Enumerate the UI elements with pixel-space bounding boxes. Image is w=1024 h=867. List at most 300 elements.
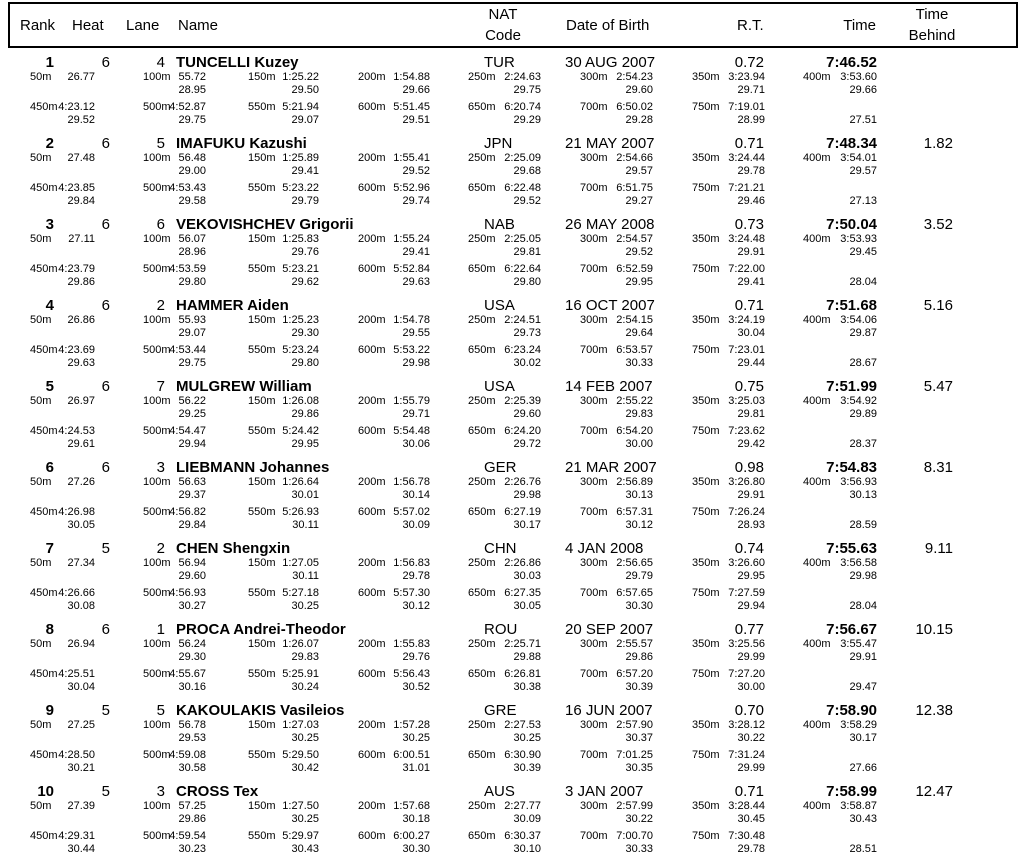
split-distance: 300m [580,557,608,569]
athlete-name: MULGREW William [176,378,312,395]
split-cumulative: 4:56.82 [169,506,206,518]
split-cumulative: 3:53.93 [840,233,877,245]
split-lap: 29.44 [737,357,765,369]
split-cumulative: 27.11 [68,233,95,245]
split-lap: 28.04 [849,276,877,288]
header-behind-line1: Time [915,6,949,23]
split-lap: 30.11 [292,519,319,531]
table-row [0,459,1024,540]
split-lap: 27.51 [849,114,877,126]
split-cumulative: 6:57.20 [616,668,653,680]
split-distance: 700m [580,668,608,680]
split-cumulative: 56.22 [178,395,206,407]
split-lap: 29.80 [291,357,319,369]
split-cumulative: 1:27.03 [282,719,319,731]
table-row [0,135,1024,216]
split-cumulative: 2:55.22 [616,395,653,407]
split-distance: 300m [580,719,608,731]
split-lap: 29.60 [625,84,653,96]
split-lap: 30.01 [291,489,319,501]
split-cumulative: 2:57.90 [616,719,653,731]
split-cumulative: 26.94 [67,638,95,650]
split-lap: 30.27 [178,600,206,612]
split-lap: 30.30 [625,600,653,612]
split-distance: 400m [803,395,831,407]
split-cumulative: 1:25.89 [282,152,319,164]
split-distance: 350m [692,719,720,731]
split-distance: 150m [248,314,276,326]
date-of-birth: 26 MAY 2008 [565,216,655,233]
split-lap: 30.00 [625,438,653,450]
split-cumulative: 56.07 [178,233,206,245]
split-cumulative: 2:25.05 [504,233,541,245]
split-lap: 30.35 [625,762,653,774]
split-cumulative: 6:22.64 [504,263,541,275]
split-lap: 29.58 [178,195,206,207]
split-distance: 150m [248,719,276,731]
split-distance: 550m [248,425,276,437]
split-lap: 28.37 [849,438,877,450]
split-distance: 400m [803,638,831,650]
split-distance: 600m [358,506,386,518]
split-cumulative: 2:54.15 [616,314,653,326]
split-cumulative: 3:25.03 [728,395,765,407]
split-lap: 29.57 [625,165,653,177]
split-distance: 600m [358,425,386,437]
split-distance: 150m [248,800,276,812]
split-lap: 29.52 [513,195,541,207]
split-distance: 200m [358,233,386,245]
split-cumulative: 7:22.00 [728,263,765,275]
split-distance: 600m [358,344,386,356]
rank-cell: 1 [45,54,54,71]
split-lap: 29.73 [513,327,541,339]
split-lap: 29.84 [67,195,95,207]
split-cumulative: 27.34 [67,557,95,569]
lane-cell: 5 [156,702,165,719]
split-distance: 550m [248,668,276,680]
split-lap: 29.78 [737,165,765,177]
split-distance: 50m [30,71,52,83]
reaction-time: 0.71 [734,135,764,152]
split-distance: 50m [30,638,52,650]
split-distance: 150m [248,638,276,650]
split-distance: 350m [692,314,720,326]
split-cumulative: 2:26.86 [504,557,541,569]
split-cumulative: 6:26.81 [504,668,541,680]
split-lap: 30.12 [402,600,430,612]
split-cumulative: 1:26.07 [282,638,319,650]
split-cumulative: 7:31.24 [728,749,765,761]
split-lap: 30.37 [625,732,653,744]
split-lap: 29.63 [402,276,430,288]
split-lap: 29.94 [178,438,206,450]
split-distance: 550m [248,344,276,356]
split-cumulative: 4:54.47 [169,425,206,437]
split-lap: 29.45 [849,246,877,258]
lane-cell: 4 [156,54,165,71]
date-of-birth: 21 MAY 2007 [565,135,655,152]
split-lap: 29.80 [513,276,541,288]
split-distance: 100m [143,314,171,326]
split-cumulative: 4:52.87 [169,101,206,113]
split-lap: 29.83 [291,651,319,663]
split-lap: 29.78 [402,570,430,582]
split-lap: 29.91 [737,246,765,258]
split-lap: 29.55 [402,327,430,339]
split-distance: 450m [30,182,58,194]
split-cumulative: 56.94 [178,557,206,569]
split-distance: 400m [803,314,831,326]
split-distance: 750m [692,263,720,275]
reaction-time: 0.98 [734,459,764,476]
athlete-name: LIEBMANN Johannes [176,459,330,476]
split-cumulative: 1:27.05 [282,557,319,569]
split-cumulative: 2:25.71 [504,638,541,650]
nat-code: GER [484,459,517,476]
split-cumulative: 1:26.64 [282,476,319,488]
nat-code: TUR [484,54,515,71]
athlete-name: HAMMER Aiden [176,297,289,314]
split-cumulative: 6:24.20 [504,425,541,437]
header-time: Time [843,17,876,34]
split-distance: 400m [803,476,831,488]
split-cumulative: 3:25.56 [728,638,765,650]
split-cumulative: 4:53.43 [169,182,206,194]
split-distance: 450m [30,344,58,356]
split-distance: 300m [580,800,608,812]
final-time: 7:51.68 [826,297,877,314]
lane-cell: 3 [156,459,165,476]
split-lap: 30.39 [513,762,541,774]
split-lap: 29.95 [737,570,765,582]
final-time: 7:46.52 [826,54,877,71]
split-cumulative: 5:29.97 [282,830,319,842]
split-lap: 29.37 [178,489,206,501]
split-cumulative: 4:53.59 [169,263,206,275]
split-lap: 30.42 [291,762,319,774]
split-lap: 29.66 [849,84,877,96]
split-distance: 350m [692,476,720,488]
split-distance: 500m [143,587,171,599]
split-lap: 29.86 [67,276,95,288]
header-nat-line2: Code [485,27,521,44]
split-lap: 30.13 [625,489,653,501]
split-lap: 29.51 [402,114,430,126]
split-cumulative: 1:57.68 [393,800,430,812]
split-distance: 450m [30,425,58,437]
date-of-birth: 30 AUG 2007 [565,54,656,71]
split-lap: 29.72 [513,438,541,450]
split-lap: 29.52 [402,165,430,177]
split-lap: 29.75 [513,84,541,96]
nat-code: USA [484,378,515,395]
split-distance: 100m [143,476,171,488]
split-distance: 750m [692,182,720,194]
header-dob: Date of Birth [566,17,650,34]
split-lap: 29.00 [178,165,206,177]
split-lap: 29.99 [737,762,765,774]
split-cumulative: 5:23.22 [282,182,319,194]
split-lap: 29.47 [849,681,877,693]
athlete-name: VEKOVISHCHEV Grigorii [176,216,354,233]
split-lap: 29.99 [737,651,765,663]
split-lap: 29.57 [849,165,877,177]
nat-code: GRE [484,702,517,719]
split-cumulative: 5:56.43 [393,668,430,680]
split-distance: 550m [248,101,276,113]
split-lap: 29.29 [513,114,541,126]
split-cumulative: 4:23.79 [58,263,95,275]
split-distance: 650m [468,263,496,275]
split-distance: 50m [30,233,52,245]
split-cumulative: 1:55.41 [393,152,430,164]
split-distance: 700m [580,749,608,761]
split-distance: 650m [468,425,496,437]
split-cumulative: 4:59.08 [169,749,206,761]
rank-cell: 4 [45,297,54,314]
split-lap: 30.21 [67,762,95,774]
split-distance: 550m [248,506,276,518]
split-distance: 600m [358,101,386,113]
split-cumulative: 3:28.44 [728,800,765,812]
split-cumulative: 55.72 [178,71,206,83]
split-cumulative: 1:25.23 [282,314,319,326]
lane-cell: 6 [156,216,165,233]
split-distance: 100m [143,395,171,407]
split-cumulative: 2:25.39 [504,395,541,407]
split-distance: 700m [580,587,608,599]
split-cumulative: 3:26.60 [728,557,765,569]
split-lap: 30.09 [513,813,541,825]
split-distance: 350m [692,800,720,812]
split-lap: 29.76 [402,651,430,663]
final-time: 7:58.99 [826,783,877,800]
split-lap: 29.27 [625,195,653,207]
split-lap: 30.22 [737,732,765,744]
split-cumulative: 2:56.65 [616,557,653,569]
split-cumulative: 5:57.30 [393,587,430,599]
split-lap: 29.07 [178,327,206,339]
time-behind: 12.47 [915,783,953,800]
time-behind: 5.16 [923,297,953,314]
split-distance: 600m [358,830,386,842]
split-cumulative: 3:58.29 [840,719,877,731]
split-lap: 29.86 [625,651,653,663]
split-lap: 29.74 [402,195,430,207]
split-distance: 600m [358,668,386,680]
split-distance: 50m [30,719,52,731]
split-distance: 700m [580,263,608,275]
table-row [0,702,1024,783]
split-lap: 30.52 [402,681,430,693]
table-row [0,783,1024,864]
reaction-time: 0.71 [734,297,764,314]
split-cumulative: 6:27.19 [504,506,541,518]
split-lap: 30.39 [625,681,653,693]
split-distance: 100m [143,557,171,569]
split-lap: 30.33 [625,357,653,369]
split-lap: 29.66 [402,84,430,96]
split-distance: 450m [30,263,58,275]
date-of-birth: 3 JAN 2007 [565,783,644,800]
split-lap: 29.76 [291,246,319,258]
split-cumulative: 6:22.48 [504,182,541,194]
split-distance: 700m [580,506,608,518]
split-lap: 30.24 [291,681,319,693]
header-heat: Heat [72,17,104,34]
split-lap: 30.04 [737,327,765,339]
split-lap: 29.60 [178,570,206,582]
split-lap: 30.33 [625,843,653,855]
split-lap: 30.02 [513,357,541,369]
split-lap: 28.67 [849,357,877,369]
final-time: 7:56.67 [826,621,877,638]
split-distance: 150m [248,233,276,245]
split-lap: 29.83 [625,408,653,420]
nat-code: CHN [484,540,517,557]
split-cumulative: 4:56.93 [169,587,206,599]
split-cumulative: 56.78 [178,719,206,731]
reaction-time: 0.74 [734,540,764,557]
split-distance: 200m [358,476,386,488]
split-lap: 29.52 [625,246,653,258]
split-distance: 700m [580,344,608,356]
split-cumulative: 3:54.06 [840,314,877,326]
lane-cell: 2 [156,297,165,314]
final-time: 7:54.83 [826,459,877,476]
split-distance: 400m [803,71,831,83]
split-distance: 200m [358,800,386,812]
split-lap: 29.25 [178,408,206,420]
split-distance: 50m [30,152,52,164]
split-distance: 600m [358,749,386,761]
heat-cell: 6 [101,216,110,233]
split-cumulative: 4:29.31 [58,830,95,842]
split-distance: 100m [143,233,171,245]
split-distance: 350m [692,395,720,407]
date-of-birth: 16 JUN 2007 [565,702,653,719]
split-distance: 500m [143,182,171,194]
split-cumulative: 1:55.79 [393,395,430,407]
split-lap: 30.22 [625,813,653,825]
split-distance: 550m [248,263,276,275]
split-distance: 50m [30,557,52,569]
time-behind: 5.47 [923,378,953,395]
split-distance: 200m [358,152,386,164]
split-cumulative: 27.26 [67,476,95,488]
split-cumulative: 5:57.02 [393,506,430,518]
split-cumulative: 4:55.67 [169,668,206,680]
split-distance: 200m [358,638,386,650]
lane-cell: 1 [156,621,165,638]
time-behind: 1.82 [923,135,953,152]
split-cumulative: 27.25 [67,719,95,731]
split-distance: 250m [468,476,496,488]
split-lap: 29.87 [849,327,877,339]
split-distance: 650m [468,182,496,194]
split-distance: 200m [358,314,386,326]
split-distance: 250m [468,314,496,326]
heat-cell: 5 [101,540,110,557]
split-cumulative: 4:23.12 [58,101,95,113]
rank-cell: 2 [45,135,54,152]
lane-cell: 3 [156,783,165,800]
table-row [0,378,1024,459]
split-lap: 28.99 [737,114,765,126]
split-lap: 29.50 [291,84,319,96]
split-cumulative: 3:28.12 [728,719,765,731]
split-cumulative: 1:56.78 [393,476,430,488]
split-lap: 30.23 [178,843,206,855]
split-lap: 29.94 [737,600,765,612]
rank-cell: 10 [37,783,54,800]
split-distance: 300m [580,395,608,407]
lane-cell: 2 [156,540,165,557]
split-cumulative: 2:57.99 [616,800,653,812]
split-lap: 30.25 [291,732,319,744]
split-cumulative: 1:27.50 [282,800,319,812]
split-lap: 29.53 [178,732,206,744]
split-lap: 29.28 [625,114,653,126]
split-lap: 28.95 [178,84,206,96]
split-cumulative: 3:24.48 [728,233,765,245]
split-cumulative: 2:56.89 [616,476,653,488]
split-lap: 29.79 [625,570,653,582]
split-lap: 30.25 [402,732,430,744]
split-cumulative: 6:52.59 [616,263,653,275]
split-distance: 650m [468,101,496,113]
split-cumulative: 5:21.94 [282,101,319,113]
split-lap: 29.80 [178,276,206,288]
split-cumulative: 2:55.57 [616,638,653,650]
header-rank: Rank [20,17,56,34]
split-distance: 450m [30,101,58,113]
heat-cell: 6 [101,621,110,638]
split-cumulative: 5:52.84 [393,263,430,275]
athlete-name: PROCA Andrei-Theodor [176,621,346,638]
split-lap: 27.13 [849,195,877,207]
date-of-birth: 20 SEP 2007 [565,621,654,638]
split-distance: 300m [580,638,608,650]
split-cumulative: 26.86 [67,314,95,326]
split-lap: 30.44 [67,843,95,855]
athlete-name: CROSS Tex [176,783,259,800]
split-lap: 30.05 [67,519,95,531]
split-lap: 30.13 [849,489,877,501]
split-lap: 29.41 [737,276,765,288]
table-row [0,54,1024,135]
final-time: 7:50.04 [826,216,877,233]
nat-code: JPN [484,135,513,152]
date-of-birth: 14 FEB 2007 [565,378,653,395]
split-lap: 29.52 [67,114,95,126]
split-distance: 150m [248,152,276,164]
split-cumulative: 2:26.76 [504,476,541,488]
split-lap: 30.11 [292,570,319,582]
split-cumulative: 1:55.83 [393,638,430,650]
nat-code: AUS [484,783,515,800]
reaction-time: 0.71 [734,783,764,800]
reaction-time: 0.77 [734,621,764,638]
split-distance: 650m [468,506,496,518]
split-cumulative: 6:53.57 [616,344,653,356]
split-lap: 29.61 [67,438,95,450]
split-lap: 30.43 [849,813,877,825]
split-cumulative: 3:24.44 [728,152,765,164]
split-lap: 29.98 [849,570,877,582]
split-lap: 29.46 [737,195,765,207]
